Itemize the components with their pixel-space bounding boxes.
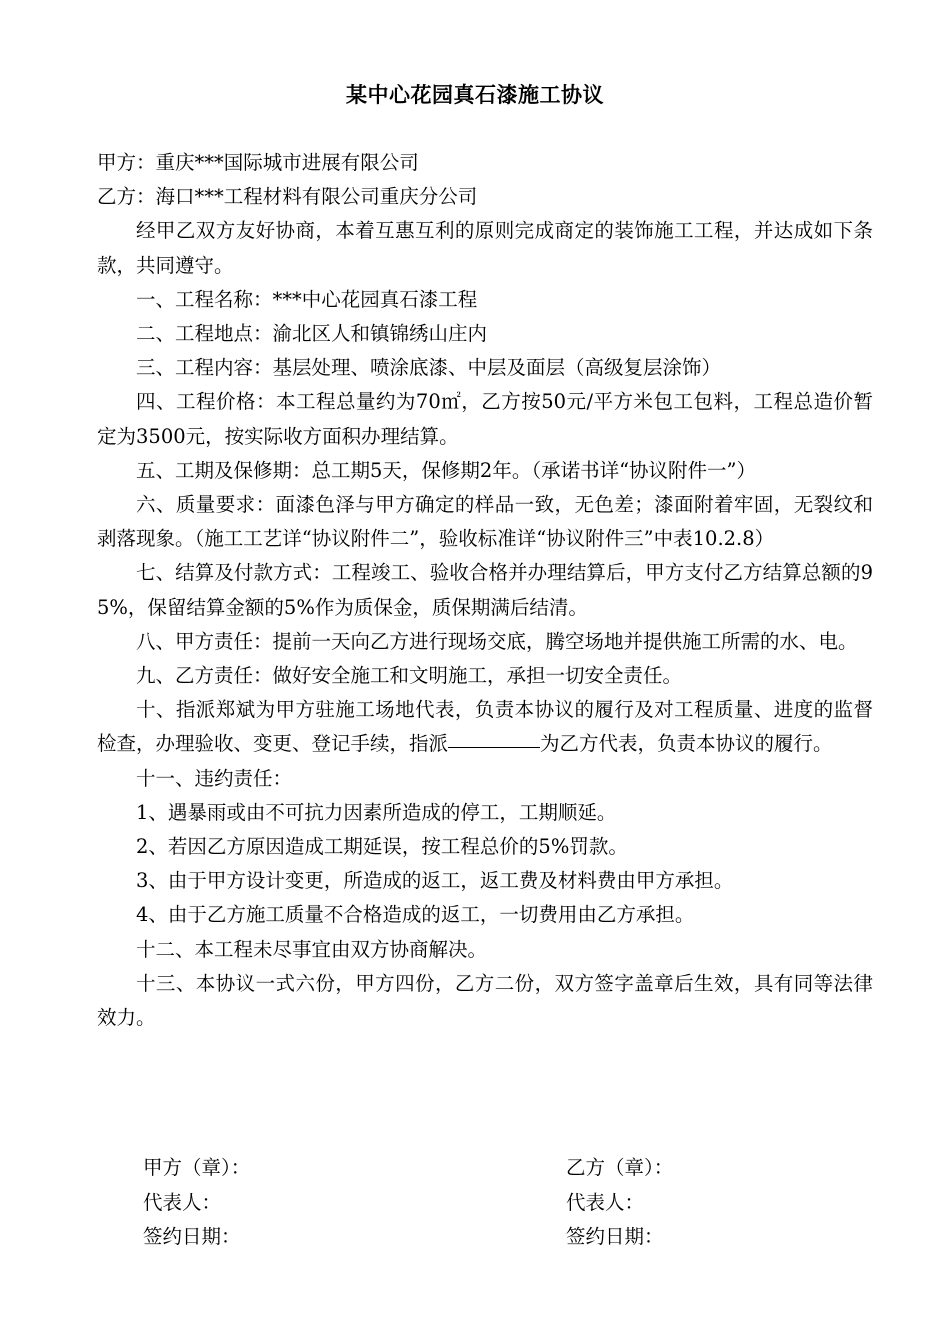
party-a-date-label: 签约日期： bbox=[143, 1225, 241, 1248]
clause-11-item-4: 4、由于乙方施工质量不合格造成的返工，一切费用由乙方承担。 bbox=[136, 903, 695, 927]
clause-1: 一、工程名称：***中心花园真石漆工程 bbox=[136, 287, 478, 311]
clause-11: 十一、违约责任： bbox=[136, 766, 293, 790]
party-b-representative-label: 代表人： bbox=[566, 1190, 645, 1214]
intro-paragraph: 经甲乙双方友好协商，本着互惠互利的原则完成商定的装饰施工工程，并达成如下条款，共同遵守。 bbox=[97, 219, 873, 277]
clause-10 bbox=[97, 693, 873, 761]
party-a-line: 甲方：重庆***国际城市进展有限公司 bbox=[97, 151, 419, 174]
clause-11-item-1: 1、遇暴雨或由不可抗力因素所造成的停工，工期顺延。 bbox=[136, 800, 617, 824]
party-b-date-label: 签约日期： bbox=[566, 1225, 664, 1248]
clause-11-item-2: 2、若因乙方原因造成工期延误，按工程总价的5%罚款。 bbox=[136, 835, 628, 859]
clause-9: 九、乙方责任：做好安全施工和文明施工，承担一切安全责任。 bbox=[136, 664, 683, 688]
party-a-seal-label: 甲方（章）： bbox=[143, 1156, 251, 1179]
party-b-seal-label: 乙方（章）： bbox=[566, 1156, 674, 1179]
clause-11-item-3: 3、由于甲方设计变更，所造成的返工，返工费及材料费由甲方承担。 bbox=[136, 869, 734, 893]
document-body bbox=[97, 146, 873, 1035]
party-b-signature-block bbox=[566, 1151, 673, 1255]
document-title: 某中心花园真石漆施工协议 bbox=[346, 83, 604, 107]
clause-3: 三、工程内容：基层处理、喷涂底漆、中层及面层（高级复层涂饰） bbox=[136, 356, 722, 380]
clause-7: 七、结算及付款方式：工程竣工、验收合格并办理结算后，甲方支付乙方结算总额的95%，保留结算金额的5%作为质保金，质保期满后结清。 bbox=[97, 561, 873, 619]
clause-12: 十二、本工程未尽事宜由双方协商解决。 bbox=[136, 937, 488, 961]
clause-10-text-start: 十、指派郑斌为甲方驻施工场地代表，负责本协议的履行及对工程质量、进度的监督检查，办理验收、变更、登记手续，指派 bbox=[97, 698, 873, 756]
clause-5: 五、工期及保修期：总工期5天，保修期2年。（承诺书详“协议附件一”） bbox=[136, 458, 757, 482]
representative-blank-line bbox=[448, 746, 540, 748]
clause-6: 六、质量要求：面漆色泽与甲方确定的样品一致，无色差；漆面附着牢固，无裂纹和剥落现象。（施工工艺详“协议附件二”，验收标准详“协议附件三”中表10.2.8） bbox=[97, 493, 873, 551]
clause-13: 十三、本协议一式六份，甲方四份，乙方二份，双方签字盖章后生效，具有同等法律效力。 bbox=[97, 971, 873, 1030]
party-a-representative-label: 代表人： bbox=[143, 1190, 222, 1214]
clause-2: 二、工程地点：渝北区人和镇锦绣山庄内 bbox=[136, 322, 488, 346]
party-b-line: 乙方：海口***工程材料有限公司重庆分公司 bbox=[97, 185, 478, 209]
clause-10-text-end: 为乙方代表，负责本协议的履行。 bbox=[540, 732, 833, 756]
clause-4: 四、工程价格：本工程总量约为70㎡，乙方按50元/平方米包工包料，工程总造价暂定为3500元，按实际收方面积办理结算。 bbox=[97, 390, 873, 448]
party-a-signature-block bbox=[143, 1151, 250, 1255]
clause-8: 八、甲方责任：提前一天向乙方进行现场交底，腾空场地并提供施工所需的水、电。 bbox=[136, 629, 858, 653]
